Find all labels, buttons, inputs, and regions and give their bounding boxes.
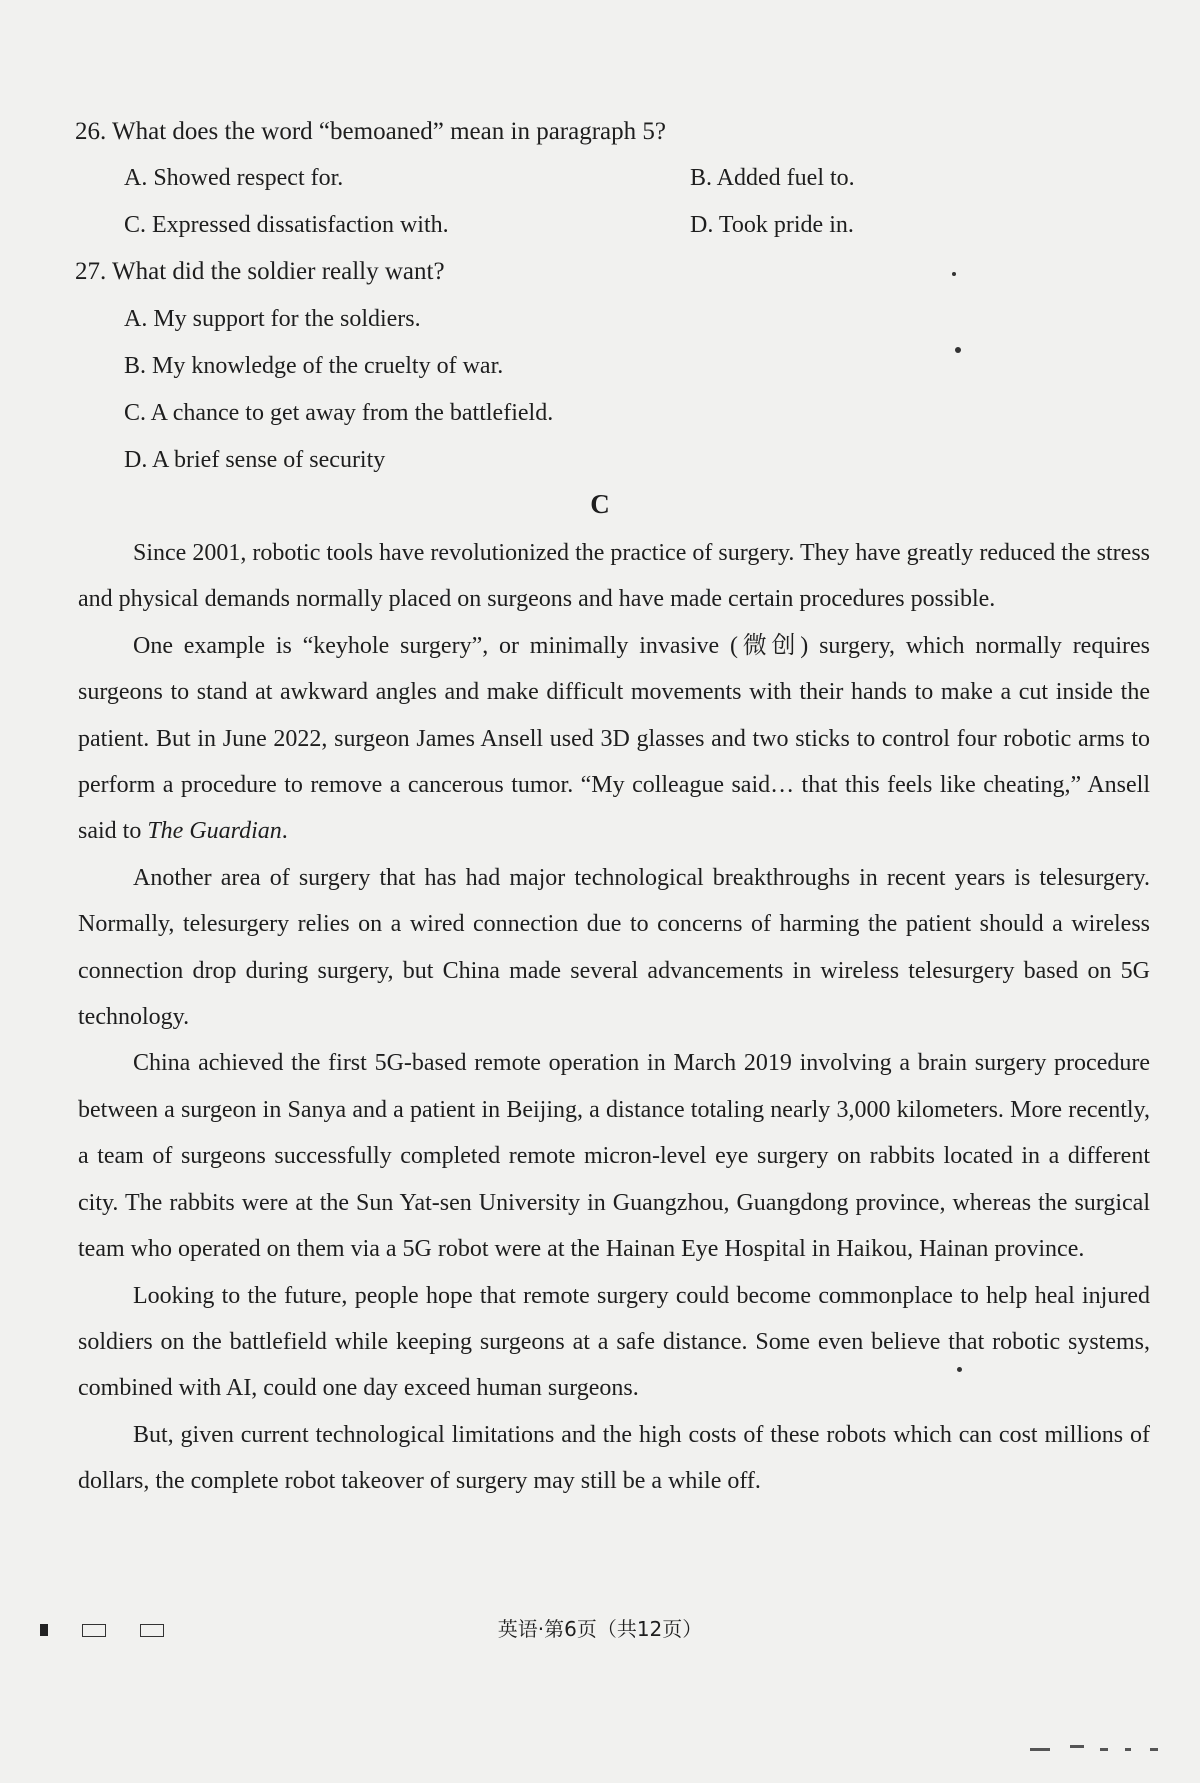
passage-paragraph-2 <box>78 623 1150 855</box>
question-26-option-d: D. Took pride in. <box>690 212 854 238</box>
scan-noise <box>1100 1748 1108 1751</box>
question-26-option-b: B. Added fuel to. <box>690 165 855 191</box>
scan-noise <box>1070 1745 1084 1748</box>
passage-paragraph-3: Another area of surgery that has had major technological breakthroughs in recent years is telesurgery. Normally, telesurgery relies on a wired connection due to concerns of harming the patient should a wireless connection drop during surgery, but China made several advancements in wireless telesurgery based on 5G technology. <box>78 864 1150 1031</box>
scan-noise <box>1030 1748 1050 1751</box>
question-26-option-a: A. Showed respect for. <box>124 165 344 191</box>
scan-speck <box>957 1367 962 1372</box>
passage-paragraph-6: But, given current technological limitations and the high costs of these robots which can cost millions of dollars, the complete robot takeover of surgery may still be a while off. <box>78 1421 1150 1495</box>
publication-title: The Guardian <box>147 818 282 845</box>
question-26-option-c: C. Expressed dissatisfaction with. <box>124 212 449 238</box>
question-27-stem: 27. What did the soldier really want? <box>75 258 445 285</box>
question-27-option-a: A. My support for the soldiers. <box>124 306 421 332</box>
scan-noise <box>1125 1748 1131 1751</box>
reading-passage <box>78 530 1150 1505</box>
scan-noise <box>1150 1748 1158 1751</box>
passage-paragraph-1: Since 2001, robotic tools have revolutionized the practice of surgery. They have greatly reduced the stress and physical demands normally placed on surgeons and have made certain procedures possible. <box>78 540 1150 613</box>
passage-paragraph-4: China achieved the first 5G-based remote operation in March 2019 involving a brain surgery procedure between a surgeon in Sanya and a patient in Beijing, a distance totaling nearly 3,000 kilometers. More recently, a team of surgeons successfully completed remote micron-level eye surgery on rabbits located in a different city. The rabbits were at the Sun Yat-sen University in Guangzhou, Guangdong province, whereas the surgical team who operated on them via a 5G robot were at the Hainan Eye Hospital in Haikou, Hainan province. <box>78 1050 1150 1263</box>
question-27-option-c: C. A chance to get away from the battlefield. <box>124 400 554 426</box>
passage-paragraph-5: Looking to the future, people hope that remote surgery could become commonplace to help heal injured soldiers on the battlefield while keeping surgeons at a safe distance. Some even believe that robotic systems, combined with AI, could one day exceed human surgeons. <box>78 1282 1150 1402</box>
scan-speck <box>955 347 961 353</box>
paragraph-2-text: One example is “keyhole surgery”, or minimally invasive (微创) surgery, which normally requires surgeons to stand at awkward angles and make difficult movements with their hands to make a cut inside the patient. But in June 2022, surgeon James Ansell used 3D glasses and two sticks to control four robotic arms to perform a procedure to remove a cancerous tumor. “My colleague said… that this feels like cheating,” Ansell said to <box>78 632 1150 845</box>
question-27-option-b: B. My knowledge of the cruelty of war. <box>124 353 504 379</box>
section-heading: C <box>590 489 610 519</box>
scan-speck <box>952 272 956 276</box>
page-footer: 英语·第6页（共12页） <box>497 1617 703 1641</box>
question-26-stem: 26. What does the word “bemoaned” mean in paragraph 5? <box>75 118 666 145</box>
question-27-option-d: D. A brief sense of security <box>124 447 386 473</box>
paragraph-2-end: . <box>281 818 288 845</box>
